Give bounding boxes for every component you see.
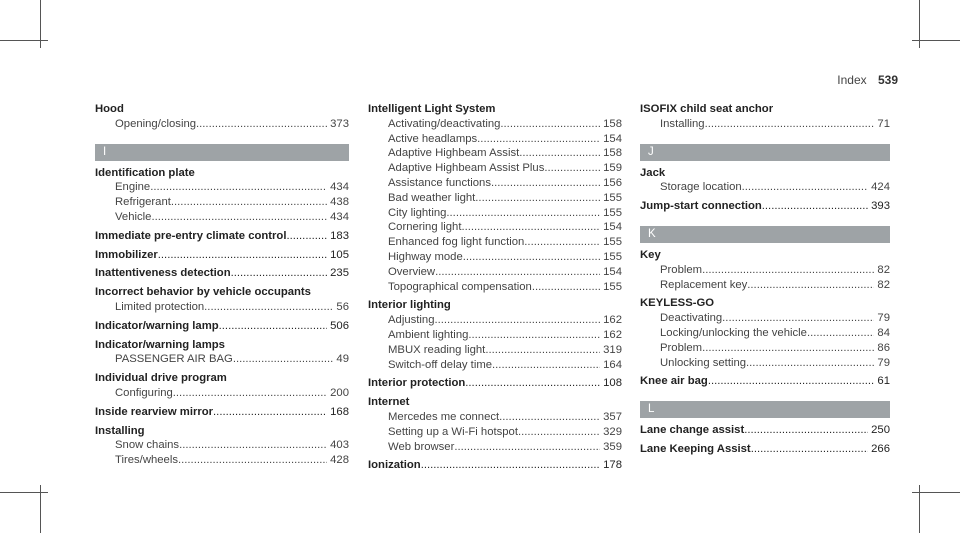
leader-dots xyxy=(705,117,875,132)
leader-dots xyxy=(702,341,874,356)
entry-text: Hood xyxy=(95,103,124,115)
page-reference[interactable]: 424 xyxy=(871,181,890,194)
leader-dots xyxy=(178,453,327,468)
leader-dots xyxy=(751,442,868,457)
index-entry xyxy=(95,424,349,439)
entry-text: ISOFIX child seat anchor xyxy=(640,103,774,115)
page-reference[interactable]: 158 xyxy=(603,117,622,130)
leader-dots xyxy=(286,229,327,244)
entry-text: Problem xyxy=(660,341,703,354)
leader-dots xyxy=(158,248,327,263)
entry-text: Snow chains xyxy=(115,439,180,452)
crop-mark xyxy=(912,492,960,493)
entry-text: Switch-off delay time xyxy=(388,358,493,371)
entry-text: Jack xyxy=(640,166,666,179)
page-reference[interactable]: 154 xyxy=(603,265,622,278)
index-subentry xyxy=(368,358,622,373)
page-header xyxy=(837,73,898,87)
entry-text: Unlocking setting xyxy=(660,356,747,369)
index-subentry xyxy=(95,300,349,315)
leader-dots xyxy=(762,199,868,214)
entry-text: Bad weather light xyxy=(388,191,476,204)
crop-mark xyxy=(912,40,960,41)
index-subentry xyxy=(368,425,622,440)
entry-text: Knee air bag xyxy=(640,375,708,388)
page-reference[interactable]: 71 xyxy=(877,117,890,130)
page-reference[interactable]: 159 xyxy=(603,162,622,175)
page-reference[interactable]: 183 xyxy=(330,229,349,242)
leader-dots xyxy=(446,206,600,221)
leader-dots xyxy=(807,326,874,341)
index-entry xyxy=(368,395,622,410)
leader-dots xyxy=(204,300,333,315)
entry-text: Immediate pre-entry climate control xyxy=(95,229,287,242)
entry-text: MBUX reading light xyxy=(388,343,486,356)
entry-text: Incorrect behavior by vehicle occupants xyxy=(95,286,311,299)
leader-dots xyxy=(196,117,327,132)
page-reference[interactable]: 105 xyxy=(330,248,349,261)
page-reference[interactable]: 86 xyxy=(877,341,890,354)
entry-text: Inattentiveness detection xyxy=(95,267,231,280)
index-entry xyxy=(640,296,890,311)
page-reference[interactable]: 168 xyxy=(330,405,349,418)
index-entry xyxy=(95,229,349,244)
page-reference[interactable]: 373 xyxy=(330,117,349,130)
index-subentry xyxy=(368,313,622,328)
page-reference[interactable]: 506 xyxy=(330,319,349,332)
section-letter-header: L xyxy=(640,401,890,418)
page-reference[interactable]: 155 xyxy=(603,250,622,263)
index-column-2 xyxy=(368,102,622,473)
leader-dots xyxy=(485,343,600,358)
entry-text: Overview xyxy=(388,265,436,278)
entry-text: Interior protection xyxy=(368,377,466,390)
leader-dots xyxy=(475,191,600,206)
page-reference[interactable]: 434 xyxy=(330,210,349,223)
page-number: 539 xyxy=(877,73,898,87)
leader-dots xyxy=(499,410,600,425)
page-reference[interactable]: 266 xyxy=(871,442,890,455)
index-entry xyxy=(640,442,890,457)
leader-dots xyxy=(500,117,600,132)
crop-mark xyxy=(0,40,48,41)
entry-text: Engine xyxy=(115,181,151,194)
header-title: Index xyxy=(837,73,867,87)
leader-dots xyxy=(722,311,874,326)
index-subentry xyxy=(368,176,622,191)
leader-dots xyxy=(213,405,327,420)
index-subentry xyxy=(640,326,890,341)
page-reference[interactable]: 329 xyxy=(603,425,622,438)
entry-text: Locking/unlocking the vehicle xyxy=(660,326,807,339)
entry-text: Individual drive program xyxy=(95,372,227,385)
page-reference[interactable]: 319 xyxy=(603,343,622,356)
leader-dots xyxy=(492,358,600,373)
index-entry xyxy=(640,374,890,389)
leader-dots xyxy=(532,280,600,295)
leader-dots xyxy=(421,458,600,473)
leader-dots xyxy=(708,374,875,389)
index-entry xyxy=(640,166,890,181)
index-subentry xyxy=(95,117,349,132)
page-reference[interactable]: 357 xyxy=(603,410,622,423)
page-reference[interactable]: 155 xyxy=(603,191,622,204)
index-subentry xyxy=(95,352,349,367)
entry-text: Key xyxy=(640,248,661,261)
leader-dots xyxy=(463,250,600,265)
page-reference[interactable]: 403 xyxy=(330,439,349,452)
index-entry xyxy=(95,285,349,300)
index-entry xyxy=(368,458,622,473)
entry-text: Replacement key xyxy=(660,278,748,291)
page-reference[interactable]: 164 xyxy=(603,358,622,371)
index-subentry xyxy=(368,328,622,343)
page-reference[interactable]: 393 xyxy=(871,200,890,213)
leader-dots xyxy=(465,376,600,391)
index-subentry xyxy=(640,311,890,326)
leader-dots xyxy=(151,210,327,225)
leader-dots xyxy=(231,266,328,281)
page-reference[interactable]: 162 xyxy=(603,328,622,341)
entry-text: Jump-start connection xyxy=(640,200,762,213)
entry-text: Indicator/warning lamps xyxy=(95,338,225,351)
entry-text: Topographical compensation xyxy=(388,280,532,293)
leader-dots xyxy=(219,319,327,334)
page-reference[interactable]: 154 xyxy=(603,132,622,145)
index-subentry xyxy=(368,343,622,358)
leader-dots xyxy=(173,386,327,401)
index-entry xyxy=(95,102,349,117)
leader-dots xyxy=(519,146,600,161)
index-column-3 xyxy=(640,102,890,457)
page-reference[interactable]: 434 xyxy=(330,181,349,194)
leader-dots xyxy=(461,220,600,235)
page-reference[interactable]: 108 xyxy=(603,377,622,390)
entry-text: KEYLESS-GO xyxy=(640,297,715,310)
index-subentry xyxy=(640,263,890,278)
page-reference[interactable]: 428 xyxy=(330,454,349,467)
index-subentry xyxy=(95,195,349,210)
page-reference[interactable]: 79 xyxy=(877,356,890,369)
page-reference[interactable]: 155 xyxy=(603,280,622,293)
entry-text: Configuring xyxy=(115,386,173,399)
index-entry xyxy=(368,298,622,313)
page-reference[interactable]: 200 xyxy=(330,386,349,399)
page-reference[interactable]: 82 xyxy=(877,278,890,291)
entry-text: Installing xyxy=(660,117,705,130)
index-subentry xyxy=(368,117,622,132)
entry-text: Ionization xyxy=(368,459,421,472)
entry-text: Storage location xyxy=(660,181,742,194)
page-reference[interactable]: 158 xyxy=(603,147,622,160)
page-reference[interactable]: 56 xyxy=(336,300,349,313)
leader-dots xyxy=(491,176,600,191)
index-subentry xyxy=(368,250,622,265)
index-subentry xyxy=(95,180,349,195)
index-entry xyxy=(640,102,890,117)
section-letter-header: K xyxy=(640,226,890,243)
entry-text: Cornering light xyxy=(388,221,462,234)
leader-dots xyxy=(150,180,327,195)
leader-dots xyxy=(524,235,600,250)
leader-dots xyxy=(518,425,600,440)
entry-text: Enhanced fog light function xyxy=(388,236,525,249)
page-reference[interactable]: 155 xyxy=(603,236,622,249)
page-reference[interactable]: 235 xyxy=(330,267,349,280)
index-subentry xyxy=(368,220,622,235)
leader-dots xyxy=(454,440,600,455)
entry-text: Highway mode xyxy=(388,250,463,263)
index-subentry xyxy=(640,180,890,195)
index-entry xyxy=(368,376,622,391)
entry-text: Refrigerant xyxy=(115,196,171,209)
index-subentry xyxy=(368,191,622,206)
section-letter-header: J xyxy=(640,144,890,161)
entry-text: Interior lighting xyxy=(368,299,451,312)
entry-text: Adaptive Highbeam Assist xyxy=(388,147,520,160)
entry-text: Limited protection xyxy=(115,300,205,313)
index-subentry xyxy=(368,161,622,176)
entry-text: Adjusting xyxy=(388,314,435,327)
entry-text: Inside rearview mirror xyxy=(95,405,214,418)
leader-dots xyxy=(434,313,600,328)
index-entry xyxy=(640,199,890,214)
entry-text: Activating/deactivating xyxy=(388,117,501,130)
entry-text: City lighting xyxy=(388,206,447,219)
entry-text: Opening/closing xyxy=(115,117,197,130)
entry-text: Problem xyxy=(660,263,703,276)
leader-dots xyxy=(746,356,874,371)
index-entry xyxy=(368,102,622,117)
entry-text: Intelligent Light System xyxy=(368,103,496,115)
section-letter-header: I xyxy=(95,144,349,161)
entry-text: Deactivating xyxy=(660,312,723,325)
entry-text: Adaptive Highbeam Assist Plus xyxy=(388,162,545,175)
index-entry xyxy=(95,319,349,334)
page-reference[interactable]: 154 xyxy=(603,221,622,234)
entry-text: Web browser xyxy=(388,440,455,453)
index-subentry xyxy=(95,453,349,468)
entry-text: Indicator/warning lamp xyxy=(95,319,219,332)
entry-text: PASSENGER AIR BAG xyxy=(115,353,233,366)
page-reference[interactable]: 438 xyxy=(330,196,349,209)
entry-text: Lane change assist xyxy=(640,424,745,437)
page-reference[interactable]: 61 xyxy=(877,375,890,388)
entry-text: Setting up a Wi-Fi hotspot xyxy=(388,425,518,438)
index-entry xyxy=(95,405,349,420)
leader-dots xyxy=(468,328,600,343)
page-reference[interactable]: 79 xyxy=(877,312,890,325)
index-subentry xyxy=(368,132,622,147)
leader-dots xyxy=(179,438,327,453)
entry-text: Mercedes me connect xyxy=(388,410,500,423)
leader-dots xyxy=(171,195,327,210)
index-subentry xyxy=(640,356,890,371)
page-reference[interactable]: 250 xyxy=(871,424,890,437)
index-subentry xyxy=(95,386,349,401)
entry-text: Installing xyxy=(95,424,145,437)
index-subentry xyxy=(95,438,349,453)
page-reference[interactable]: 156 xyxy=(603,176,622,189)
entry-text: Ambient lighting xyxy=(388,328,469,341)
index-subentry xyxy=(368,410,622,425)
page-reference[interactable]: 155 xyxy=(603,206,622,219)
page-reference[interactable]: 82 xyxy=(877,263,890,276)
index-subentry xyxy=(368,235,622,250)
leader-dots xyxy=(744,423,868,438)
entry-text: Vehicle xyxy=(115,210,152,223)
entry-text: Identification plate xyxy=(95,166,195,179)
leader-dots xyxy=(742,180,868,195)
page-reference[interactable]: 162 xyxy=(603,314,622,327)
page-reference[interactable]: 178 xyxy=(603,459,622,472)
entry-text: Internet xyxy=(368,396,410,409)
page-reference[interactable]: 84 xyxy=(877,326,890,339)
leader-dots xyxy=(435,265,600,280)
entry-text: Lane Keeping Assist xyxy=(640,442,751,455)
index-entry xyxy=(95,371,349,386)
index-subentry xyxy=(368,265,622,280)
index-entry xyxy=(95,338,349,353)
leader-dots xyxy=(477,132,600,147)
leader-dots xyxy=(233,352,334,367)
index-subentry xyxy=(640,278,890,293)
index-entry xyxy=(640,423,890,438)
leader-dots xyxy=(747,278,874,293)
index-subentry xyxy=(95,210,349,225)
index-subentry xyxy=(368,440,622,455)
entry-text: Immobilizer xyxy=(95,248,158,261)
index-subentry xyxy=(368,146,622,161)
index-subentry xyxy=(368,280,622,295)
entry-text: Assistance functions xyxy=(388,176,491,189)
index-entry xyxy=(640,248,890,263)
index-subentry xyxy=(640,117,890,132)
page-reference[interactable]: 49 xyxy=(336,353,349,366)
index-entry xyxy=(95,266,349,281)
index-entry xyxy=(95,248,349,263)
index-subentry xyxy=(640,341,890,356)
entry-text: Active headlamps xyxy=(388,132,478,145)
index-entry xyxy=(95,166,349,181)
crop-mark xyxy=(0,492,48,493)
index-column-1 xyxy=(95,102,349,468)
leader-dots xyxy=(702,263,874,278)
entry-text: Tires/wheels xyxy=(115,454,178,467)
leader-dots xyxy=(544,161,600,176)
page-reference[interactable]: 359 xyxy=(603,440,622,453)
index-subentry xyxy=(368,206,622,221)
